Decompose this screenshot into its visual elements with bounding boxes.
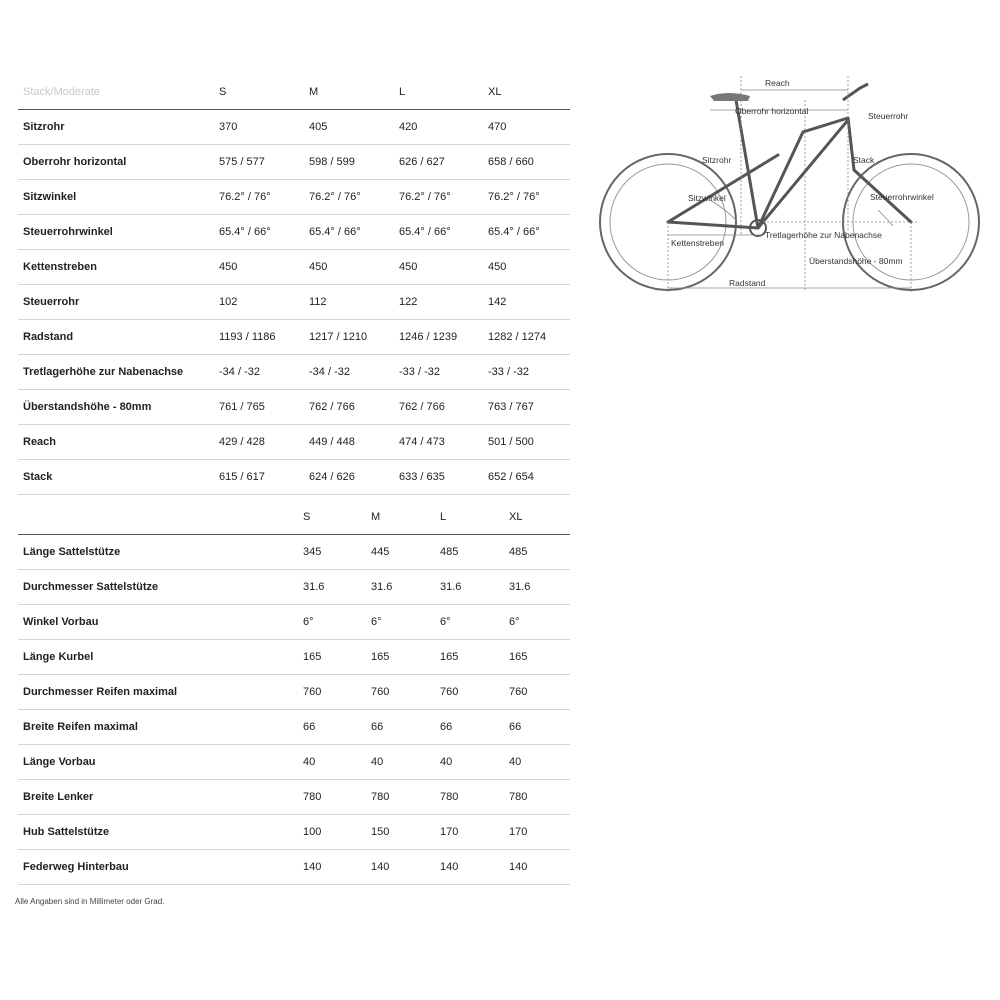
- row-value: 762 / 766: [309, 401, 355, 413]
- corner-label: Stack/Moderate: [23, 86, 101, 98]
- row-value: 66: [303, 721, 316, 733]
- row-value: 450: [219, 261, 238, 273]
- row-value: 370: [219, 121, 238, 133]
- row-label: Oberrohr horizontal: [23, 156, 127, 168]
- row-value: 450: [488, 261, 507, 273]
- row-value: 165: [303, 651, 322, 663]
- row-value: 65.4° / 66°: [399, 226, 451, 238]
- row-value: 760: [440, 686, 459, 698]
- size-header-m: M: [309, 86, 319, 98]
- table-row: [18, 355, 570, 390]
- row-value: 345: [303, 546, 322, 558]
- row-value: -34 / -32: [309, 366, 350, 378]
- row-value: 780: [509, 791, 528, 803]
- row-label: Länge Kurbel: [23, 651, 94, 663]
- table-row: [18, 675, 570, 710]
- row-value: 31.6: [303, 581, 325, 593]
- size-header-s: S: [303, 511, 311, 523]
- row-label: Breite Lenker: [23, 791, 94, 803]
- row-value: 170: [440, 826, 459, 838]
- table-row: [18, 850, 570, 885]
- table-row: [18, 570, 570, 605]
- row-value: 1217 / 1210: [309, 331, 368, 343]
- table-row: [18, 640, 570, 675]
- row-value: 102: [219, 296, 238, 308]
- row-value: 633 / 635: [399, 471, 445, 483]
- row-value: 66: [440, 721, 453, 733]
- row-value: 760: [509, 686, 528, 698]
- table-row: [18, 250, 570, 285]
- components-table: [18, 500, 570, 885]
- row-value: 624 / 626: [309, 471, 355, 483]
- table-row: [18, 145, 570, 180]
- row-value: 760: [371, 686, 390, 698]
- row-value: 485: [509, 546, 528, 558]
- row-value: 76.2° / 76°: [219, 191, 271, 203]
- row-value: 429 / 428: [219, 436, 265, 448]
- row-label: Steuerrohr: [23, 296, 80, 308]
- row-value: 165: [440, 651, 459, 663]
- table-row: [18, 215, 570, 250]
- row-value: 165: [371, 651, 390, 663]
- row-value: 474 / 473: [399, 436, 445, 448]
- row-value: 598 / 599: [309, 156, 355, 168]
- row-value: 420: [399, 121, 418, 133]
- row-value: 40: [509, 756, 522, 768]
- row-label: Überstandshöhe - 80mm: [23, 401, 152, 413]
- row-label: Reach: [23, 436, 57, 448]
- row-value: 761 / 765: [219, 401, 265, 413]
- saddle: [710, 93, 750, 101]
- size-header-xl: XL: [509, 511, 523, 523]
- row-value: 575 / 577: [219, 156, 265, 168]
- row-value: 6°: [440, 616, 451, 628]
- row-value: -33 / -32: [488, 366, 529, 378]
- row-value: 485: [440, 546, 459, 558]
- geometry-table: [18, 75, 570, 495]
- row-value: 170: [509, 826, 528, 838]
- row-value: 65.4° / 66°: [219, 226, 271, 238]
- label-reach: Reach: [765, 78, 790, 88]
- table-row: [18, 745, 570, 780]
- row-value: 658 / 660: [488, 156, 534, 168]
- table-row: [18, 390, 570, 425]
- label-sitzrohr: Sitzrohr: [702, 155, 732, 165]
- row-value: -34 / -32: [219, 366, 260, 378]
- size-header-l: L: [440, 511, 447, 523]
- row-value: 450: [399, 261, 418, 273]
- row-value: 40: [371, 756, 384, 768]
- row-value: 122: [399, 296, 418, 308]
- label-stack: Stack: [853, 155, 875, 165]
- row-value: 762 / 766: [399, 401, 445, 413]
- row-value: 626 / 627: [399, 156, 445, 168]
- row-value: 450: [309, 261, 328, 273]
- table-row: [18, 815, 570, 850]
- row-value: 140: [509, 861, 528, 873]
- components-table-header: [18, 500, 570, 535]
- table-row: [18, 460, 570, 495]
- table-row: [18, 605, 570, 640]
- size-header-m: M: [371, 511, 381, 523]
- row-value: 165: [509, 651, 528, 663]
- label-radstand: Radstand: [729, 278, 766, 288]
- row-value: 449 / 448: [309, 436, 355, 448]
- row-value: 780: [371, 791, 390, 803]
- row-value: -33 / -32: [399, 366, 440, 378]
- row-value: 100: [303, 826, 322, 838]
- row-value: 1282 / 1274: [488, 331, 547, 343]
- row-value: 65.4° / 66°: [309, 226, 361, 238]
- row-label: Winkel Vorbau: [23, 616, 99, 628]
- size-header-xl: XL: [488, 86, 502, 98]
- label-steuerrohr: Steuerrohr: [868, 111, 909, 121]
- row-value: 66: [509, 721, 522, 733]
- row-value: 65.4° / 66°: [488, 226, 540, 238]
- row-value: 780: [303, 791, 322, 803]
- row-label: Breite Reifen maximal: [23, 721, 138, 733]
- row-label: Kettenstreben: [23, 261, 97, 273]
- row-value: 66: [371, 721, 384, 733]
- table-row: [18, 710, 570, 745]
- table-row: [18, 535, 570, 570]
- row-value: 1246 / 1239: [399, 331, 458, 343]
- row-value: 6°: [371, 616, 382, 628]
- row-value: 1193 / 1186: [219, 331, 276, 343]
- row-label: Sitzrohr: [23, 121, 65, 133]
- row-value: 76.2° / 76°: [488, 191, 540, 203]
- label-tretlagerhoehe: Tretlagerhöhe zur Nabenachse: [765, 230, 882, 240]
- table-row: [18, 780, 570, 815]
- size-header-l: L: [399, 86, 406, 98]
- row-value: 112: [309, 296, 327, 308]
- label-ueberstandshoehe: Überstandshöhe - 80mm: [809, 256, 903, 266]
- table-row: [18, 320, 570, 355]
- row-value: 652 / 654: [488, 471, 534, 483]
- row-value: 501 / 500: [488, 436, 534, 448]
- label-steuerrohrwinkel: Steuerrohrwinkel: [870, 192, 934, 202]
- row-label: Länge Sattelstütze: [23, 546, 121, 558]
- row-value: 760: [303, 686, 322, 698]
- row-label: Radstand: [23, 331, 74, 343]
- row-value: 31.6: [371, 581, 393, 593]
- row-label: Federweg Hinterbau: [23, 861, 129, 873]
- row-value: 31.6: [440, 581, 462, 593]
- table-row: [18, 180, 570, 215]
- row-label: Länge Vorbau: [23, 756, 96, 768]
- row-label: Steuerrohrwinkel: [23, 226, 113, 238]
- bike-geometry-diagram: [598, 70, 988, 305]
- row-value: 615 / 617: [219, 471, 265, 483]
- table-row: [18, 110, 570, 145]
- row-value: 6°: [303, 616, 314, 628]
- row-value: 763 / 767: [488, 401, 534, 413]
- row-value: 31.6: [509, 581, 531, 593]
- row-value: 445: [371, 546, 390, 558]
- row-value: 140: [303, 861, 322, 873]
- row-label: Tretlagerhöhe zur Nabenachse: [23, 366, 184, 378]
- row-value: 76.2° / 76°: [399, 191, 451, 203]
- size-header-s: S: [219, 86, 227, 98]
- row-label: Sitzwinkel: [23, 191, 77, 203]
- footnote: Alle Angaben sind in Millimeter oder Grad.: [15, 897, 165, 906]
- row-value: 40: [440, 756, 453, 768]
- row-value: 780: [440, 791, 459, 803]
- handlebar: [843, 84, 868, 100]
- row-value: 470: [488, 121, 507, 133]
- row-value: 6°: [509, 616, 520, 628]
- label-sitzwinkel: Sitzwinkel: [688, 193, 726, 203]
- row-value: 405: [309, 121, 328, 133]
- row-value: 140: [371, 861, 390, 873]
- row-value: 76.2° / 76°: [309, 191, 361, 203]
- label-kettenstreben: Kettenstreben: [671, 238, 724, 248]
- label-oberrohr-horizontal: Oberrohr horizontal: [735, 106, 809, 116]
- row-label: Stack: [23, 471, 53, 483]
- row-value: 142: [488, 296, 507, 308]
- row-label: Hub Sattelstütze: [23, 826, 110, 838]
- row-value: 40: [303, 756, 316, 768]
- table-row: [18, 285, 570, 320]
- row-label: Durchmesser Reifen maximal: [23, 686, 178, 698]
- table-row: [18, 425, 570, 460]
- row-label: Durchmesser Sattelstütze: [23, 581, 159, 593]
- row-value: 140: [440, 861, 459, 873]
- geometry-table-header: [18, 75, 570, 110]
- row-value: 150: [371, 826, 390, 838]
